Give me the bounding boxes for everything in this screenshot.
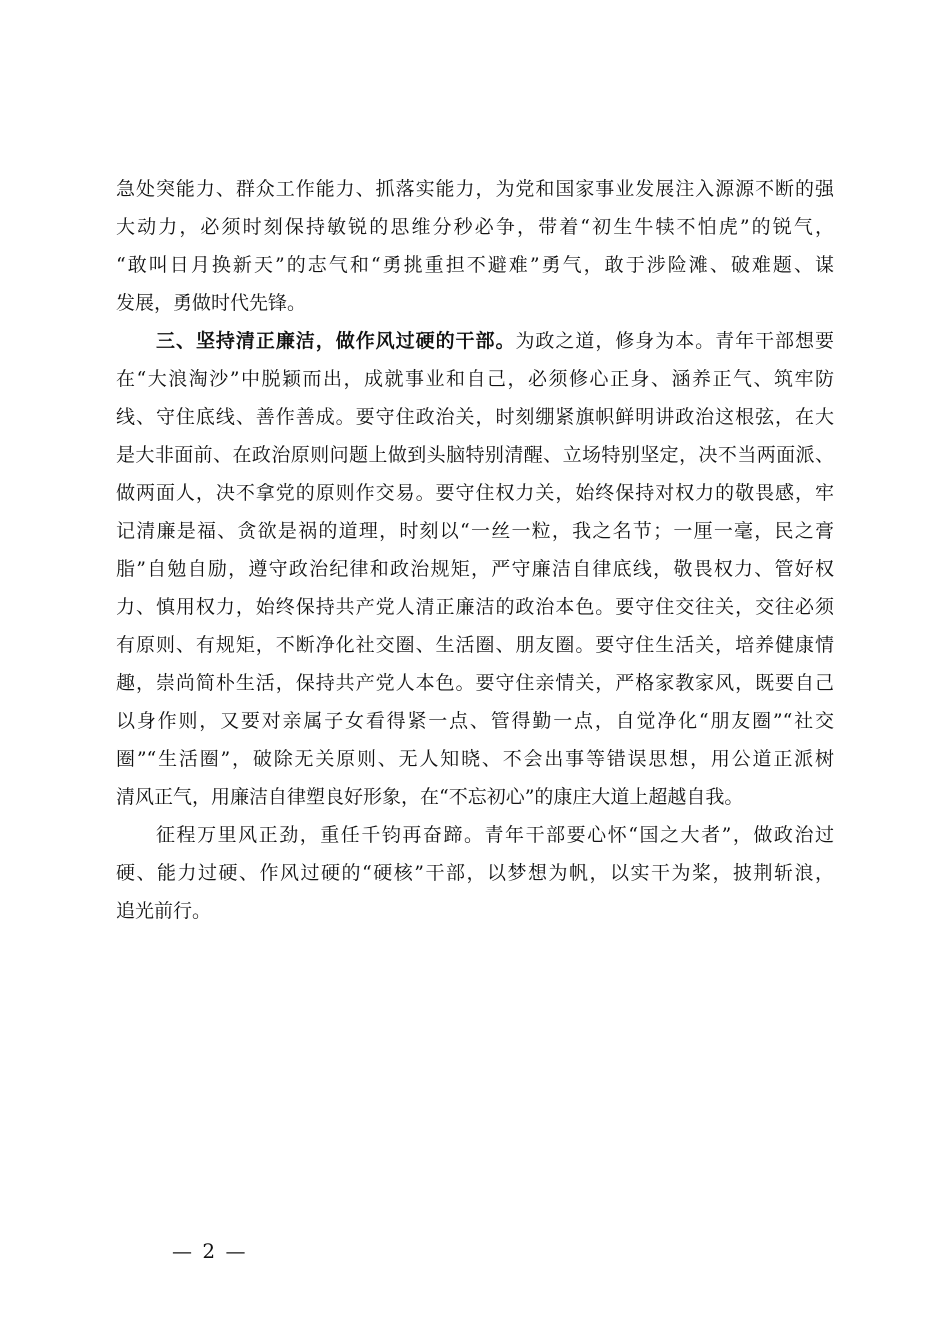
text-line: 清风正气，用廉洁自律塑良好形象，在“不忘初心”的康庄大道上超越自我。 bbox=[116, 786, 744, 808]
text-line: 追光前行。 bbox=[116, 900, 212, 922]
paragraph-3 bbox=[116, 816, 834, 930]
text-line: 在“大浪淘沙”中脱颖而出，成就事业和自己，必须修心正身、涵养正气、筑牢防 bbox=[116, 368, 834, 390]
section-heading: 三、坚持清正廉洁，做作风过硬的干部。 bbox=[156, 330, 516, 352]
text-line: 硬、能力过硬、作风过硬的“硬核”干部，以梦想为帆，以实干为桨，披荆斩浪， bbox=[116, 862, 834, 884]
text-line: 记清廉是福、贪欲是祸的道理，时刻以“一丝一粒，我之名节；一厘一毫，民之膏 bbox=[116, 520, 834, 542]
page-number: — 2 — bbox=[172, 1239, 248, 1263]
text-line: 有原则、有规矩，不断净化社交圈、生活圈、朋友圈。要守住生活关，培养健康情 bbox=[116, 634, 834, 656]
text-line: 征程万里风正劲，重任千钧再奋蹄。青年干部要心怀“国之大者”，做政治过 bbox=[156, 824, 834, 846]
text-line: 做两面人，决不拿党的原则作交易。要守住权力关，始终保持对权力的敬畏感，牢 bbox=[116, 482, 834, 504]
document-body bbox=[116, 170, 834, 930]
text-line: 趣，崇尚简朴生活，保持共产党人本色。要守住亲情关，严格家教家风，既要自己 bbox=[116, 672, 834, 694]
text-line: 圈”“生活圈”，破除无关原则、无人知晓、不会出事等错误思想，用公道正派树 bbox=[116, 748, 834, 770]
text-line: 以身作则，又要对亲属子女看得紧一点、管得勤一点，自觉净化“朋友圈”“社交 bbox=[116, 710, 834, 732]
text-line: 大动力，必须时刻保持敏锐的思维分秒必争，带着“初生牛犊不怕虎”的锐气， bbox=[116, 216, 834, 238]
heading-line-text: 为政之道，修身为本。青年干部想要 bbox=[515, 330, 834, 352]
text-line: 是大非面前、在政治原则问题上做到头脑特别清醒、立场特别坚定，决不当两面派、 bbox=[116, 444, 834, 466]
paragraph-2 bbox=[116, 322, 834, 816]
text-line: 急处突能力、群众工作能力、抓落实能力，为党和国家事业发展注入源源不断的强 bbox=[116, 178, 834, 200]
text-line: 线、守住底线、善作善成。要守住政治关，时刻绷紧旗帜鲜明讲政治这根弦，在大 bbox=[116, 406, 834, 428]
text-line: 力、慎用权力，始终保持共产党人清正廉洁的政治本色。要守住交往关，交往必须 bbox=[116, 596, 834, 618]
text-line: “敢叫日月换新天”的志气和“勇挑重担不避难”勇气，敢于涉险滩、破难题、谋 bbox=[116, 254, 834, 276]
text-line: 脂”自勉自励，遵守政治纪律和政治规矩，严守廉洁自律底线，敬畏权力、管好权 bbox=[116, 558, 834, 580]
text-line bbox=[116, 322, 834, 360]
text-line: 发展，勇做时代先锋。 bbox=[116, 292, 307, 314]
paragraph-1 bbox=[116, 170, 834, 322]
